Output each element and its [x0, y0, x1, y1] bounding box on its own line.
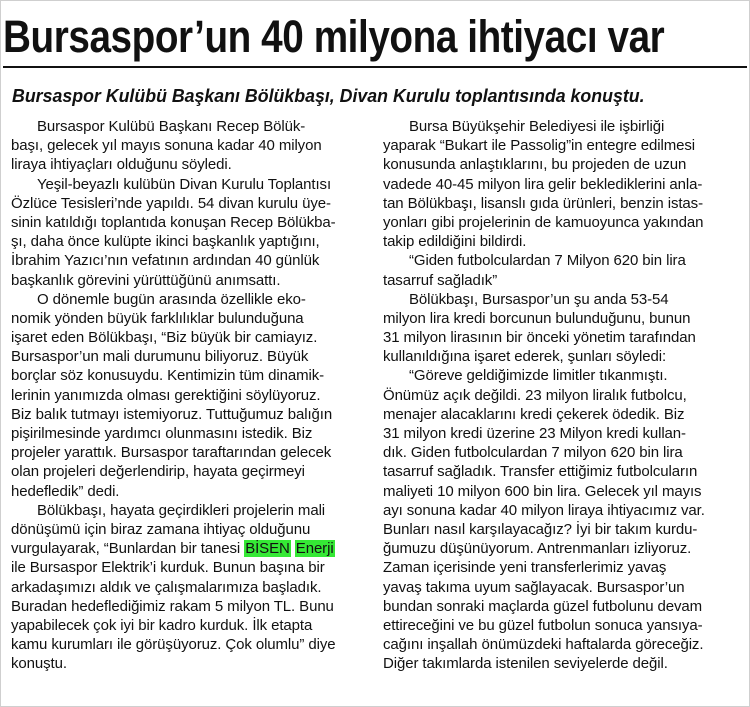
text-line: “Göreve geldiğimizde limitler tıkanmıştı.: [409, 367, 668, 385]
text-line: cağını inşallah önümüzdeki haftalarda göreceğiz.: [383, 636, 704, 654]
text-line: borçlar söz konusuydu. Kentimizin tüm dinamik-: [11, 367, 325, 385]
text-line: nomik yönden büyük farklılıklar bulunduğuna: [11, 309, 304, 327]
text-line: Bölükbaşı, Bursaspor’un şu anda 53-54: [409, 290, 669, 308]
section-subheading: tasarruf sağladık”: [383, 271, 498, 289]
text-line: sinin katıldığı toplantıda konuşan Recep Bölükba-: [11, 213, 336, 231]
text-line: liraya ihtiyaçları olduğunu söyledi.: [11, 156, 232, 174]
text-line: menajer alacaklarını kredi çekerek ödedik. Biz: [383, 405, 685, 423]
text-line: yapabilecek çok iyi bir kadro kurduk. İlk etapta: [11, 616, 313, 634]
text-line: Zaman içerisinde yeni transferlerimiz yavaş: [383, 559, 667, 577]
text-line: Özlüce Tesisleri’nde yapıldı. 54 divan kurulu üye-: [11, 194, 331, 212]
subheadline: Bursaspor Kulübü Başkanı Bölükbaşı, Divan Kurulu toplantısında konuştu.: [12, 85, 645, 106]
text-line: tasarruf sağladık. Transfer ettiğimiz futbolcuların: [383, 463, 698, 481]
text-line: ettireceğini ve bu güzel futbolun sonuca yansıya-: [383, 616, 703, 634]
article-column-right: [383, 117, 728, 673]
text-line-highlighted: [11, 539, 351, 558]
text-line: Buradan hedeflediğimiz rakam 5 milyon TL. Bunu: [11, 597, 334, 615]
text-line: Yeşil-beyazlı kulübün Divan Kurulu Toplantısı: [37, 175, 332, 193]
text-line: lerinin yanımızda olması gerektiğini söylüyoruz.: [11, 386, 321, 404]
text-line: başkanlık görevini yürüttüğünü anımsattı.: [11, 271, 281, 289]
highlighted-word: BİSEN: [245, 540, 290, 558]
text-line: ile Bursaspor Elektrik’i kurduk. Bunun başına bir: [11, 559, 325, 577]
text-line: konusunda anlaştıklarını, bu projeden de uzun: [383, 156, 687, 174]
text-line: Bursaspor’un mali durumunu biliyoruz. Büyük: [11, 348, 309, 366]
text-line: yonları gibi projelerinin de kamuoyunca yakından: [383, 213, 704, 231]
text-line: milyon lira kredi borcunun bulunduğunu, bunun: [383, 309, 691, 327]
text-line: O dönemle bugün arasında özellikle eko-: [37, 290, 306, 308]
text-line: konuştu.: [11, 655, 67, 673]
text-line: olan projeleri değerlendirip, hayata geçirmeyi: [11, 463, 305, 481]
text-line: kamu kurumları ile görüşüyoruz. Çok olumlu” diye: [11, 636, 336, 654]
headline-rule: [3, 66, 747, 68]
text-line: vadede 40-45 milyon lira gelir beklediklerini anla-: [383, 175, 703, 193]
text-line: Diğer takımlarda istenilen seviyelerde değil.: [383, 655, 668, 673]
text-line: projeler yarattık. Bursaspor taraftarından gelecek: [11, 444, 332, 462]
text-line: pişirilmesinde yardımcı olunmasını istedik. Biz: [11, 425, 313, 442]
text-line: Bursaspor Kulübü Başkanı Recep Bölük-: [37, 118, 306, 135]
text-line: işaret eden Bölükbaşı, “Biz büyük bir camiayız.: [11, 329, 318, 347]
text-line: hedefledik” dedi.: [11, 482, 120, 500]
text-line: kullanıldığına işaret ederek, şunları söyledi:: [383, 348, 667, 366]
text-line: tan Bölükbaşı, lisanslı gıda ürünleri, benzin istas-: [383, 194, 703, 212]
text-line: 31 milyon kredi üzerine 23 Milyon kredi kullan-: [383, 425, 686, 442]
headline: Bursaspor’un 40 milyona ihtiyacı var: [3, 11, 665, 62]
text-line: maliyeti 10 milyon 600 bin lira. Gelecek yıl mayıs: [383, 482, 702, 500]
text-line: Biz balık tutmayı istemiyoruz. Tuttuğumuz balığın: [11, 405, 333, 423]
text-fragment: vurgulayarak, “Bunlardan bir tanesi: [11, 540, 245, 558]
text-line: Bursa Büyükşehir Belediyesi ile işbirliği: [409, 118, 665, 135]
text-line: bundan sonraki maçlarda güzel futbolunu devam: [383, 597, 703, 615]
highlighted-word: Enerji: [295, 540, 334, 558]
text-line: Bölükbaşı, hayata geçirdikleri projelerin mali: [37, 501, 326, 519]
text-line: Bunları nasıl karşılayacağız? İyi bir takım kurdu-: [383, 520, 698, 538]
text-line: yavaş takıma uyum sağlayacak. Bursaspor’un: [383, 578, 685, 596]
article-column-left: [11, 117, 351, 673]
text-line: ğumuzu düşünüyorum. Antrenmanları izliyoruz.: [383, 540, 692, 558]
text-line: dönüşümü için biraz zamana ihtiyaç olduğunu: [11, 520, 311, 538]
text-line: şı, daha önce kulüpte ikinci başkanlık yaptığını,: [11, 233, 320, 251]
text-line: ayı sonuna kadar 40 milyon liraya ihtiyacımız var.: [383, 501, 705, 519]
section-subheading: “Giden futbolculardan 7 Milyon 620 bin lira: [409, 252, 686, 270]
text-line: yaparak “Bukart ile Passolig”in entegre edilmesi: [383, 137, 696, 155]
text-line: takip edildiğini bildirdi.: [383, 233, 527, 251]
text-line: dık. Giden futbolculardan 7 milyon 620 bin lira: [383, 444, 683, 462]
text-line: 31 milyon lirasının bir önceki yönetim tarafından: [383, 329, 696, 347]
text-line: başı, gelecek yıl mayıs sonuna kadar 40 milyon: [11, 137, 322, 155]
text-line: İbrahim Yazıcı’nın vefatının ardından 40 günlük: [11, 252, 320, 270]
text-line: arkadaşımızı aldık ve çalışmalarımıza başladık.: [11, 578, 322, 596]
text-line: Önümüz açık değildi. 23 milyon liralık futbolcu,: [383, 386, 687, 404]
